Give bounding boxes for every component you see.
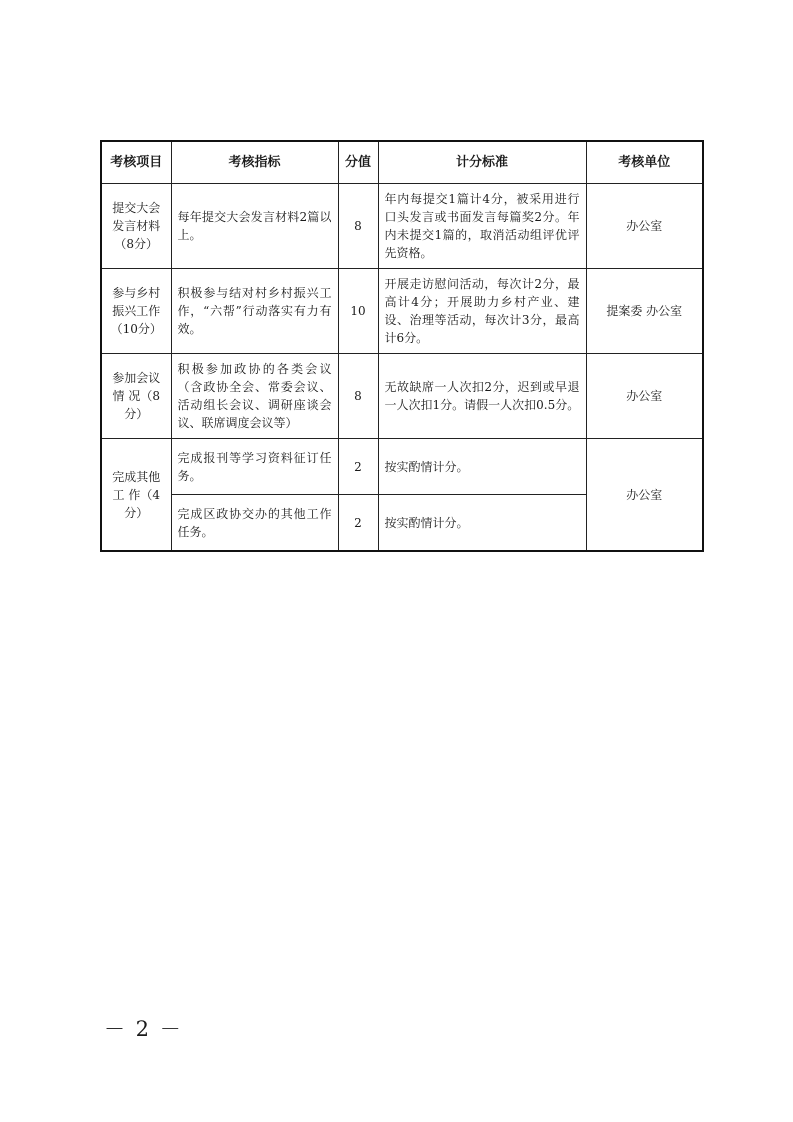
assessment-table bbox=[100, 140, 704, 552]
indicator-cell: 积极参加政协的各类会议（含政协全会、常委会议、活动组长会议、调研座谈会议、联席调度会议等） bbox=[171, 354, 338, 439]
table-row bbox=[101, 354, 703, 439]
standard-cell: 开展走访慰问活动，每次计2分，最高计4分；开展助力乡村产业、建设、治理等活动，每次计3分，最高计6分。 bbox=[378, 269, 586, 354]
score-cell: 8 bbox=[338, 184, 378, 269]
score-cell: 2 bbox=[338, 439, 378, 495]
unit-cell: 办公室 bbox=[586, 439, 703, 552]
standard-cell: 年内每提交1篇计4分，被采用进行口头发言或书面发言每篇奖2分。年内未提交1篇的，取消活动组评优评先资格。 bbox=[378, 184, 586, 269]
indicator-cell: 每年提交大会发言材料2篇以上。 bbox=[171, 184, 338, 269]
standard-cell: 按实酌情计分。 bbox=[378, 439, 586, 495]
score-cell: 8 bbox=[338, 354, 378, 439]
table-row bbox=[101, 439, 703, 495]
unit-cell: 办公室 bbox=[586, 184, 703, 269]
table-row bbox=[101, 184, 703, 269]
indicator-cell: 积极参与结对村乡村振兴工作，“六帮”行动落实有力有效。 bbox=[171, 269, 338, 354]
page-number: － 2 － bbox=[104, 1017, 183, 1041]
header-standard: 计分标准 bbox=[378, 141, 586, 184]
header-indicator: 考核指标 bbox=[171, 141, 338, 184]
item-cell: 参与乡村振兴工作（10分） bbox=[101, 269, 171, 354]
table-row bbox=[101, 269, 703, 354]
header-item: 考核项目 bbox=[101, 141, 171, 184]
score-cell: 2 bbox=[338, 495, 378, 552]
item-cell: 完成其他工 作（4分） bbox=[101, 439, 171, 552]
standard-cell: 按实酌情计分。 bbox=[378, 495, 586, 552]
item-cell: 参加会议情 况（8分） bbox=[101, 354, 171, 439]
unit-cell: 办公室 bbox=[586, 354, 703, 439]
indicator-cell: 完成区政协交办的其他工作任务。 bbox=[171, 495, 338, 552]
header-unit: 考核单位 bbox=[586, 141, 703, 184]
unit-cell: 提案委 办公室 bbox=[586, 269, 703, 354]
item-cell: 提交大会发言材料（8分） bbox=[101, 184, 171, 269]
table-header-row bbox=[101, 141, 703, 184]
indicator-cell: 完成报刊等学习资料征订任务。 bbox=[171, 439, 338, 495]
standard-cell: 无故缺席一人次扣2分，迟到或早退一人次扣1分。请假一人次扣0.5分。 bbox=[378, 354, 586, 439]
header-score: 分值 bbox=[338, 141, 378, 184]
score-cell: 10 bbox=[338, 269, 378, 354]
